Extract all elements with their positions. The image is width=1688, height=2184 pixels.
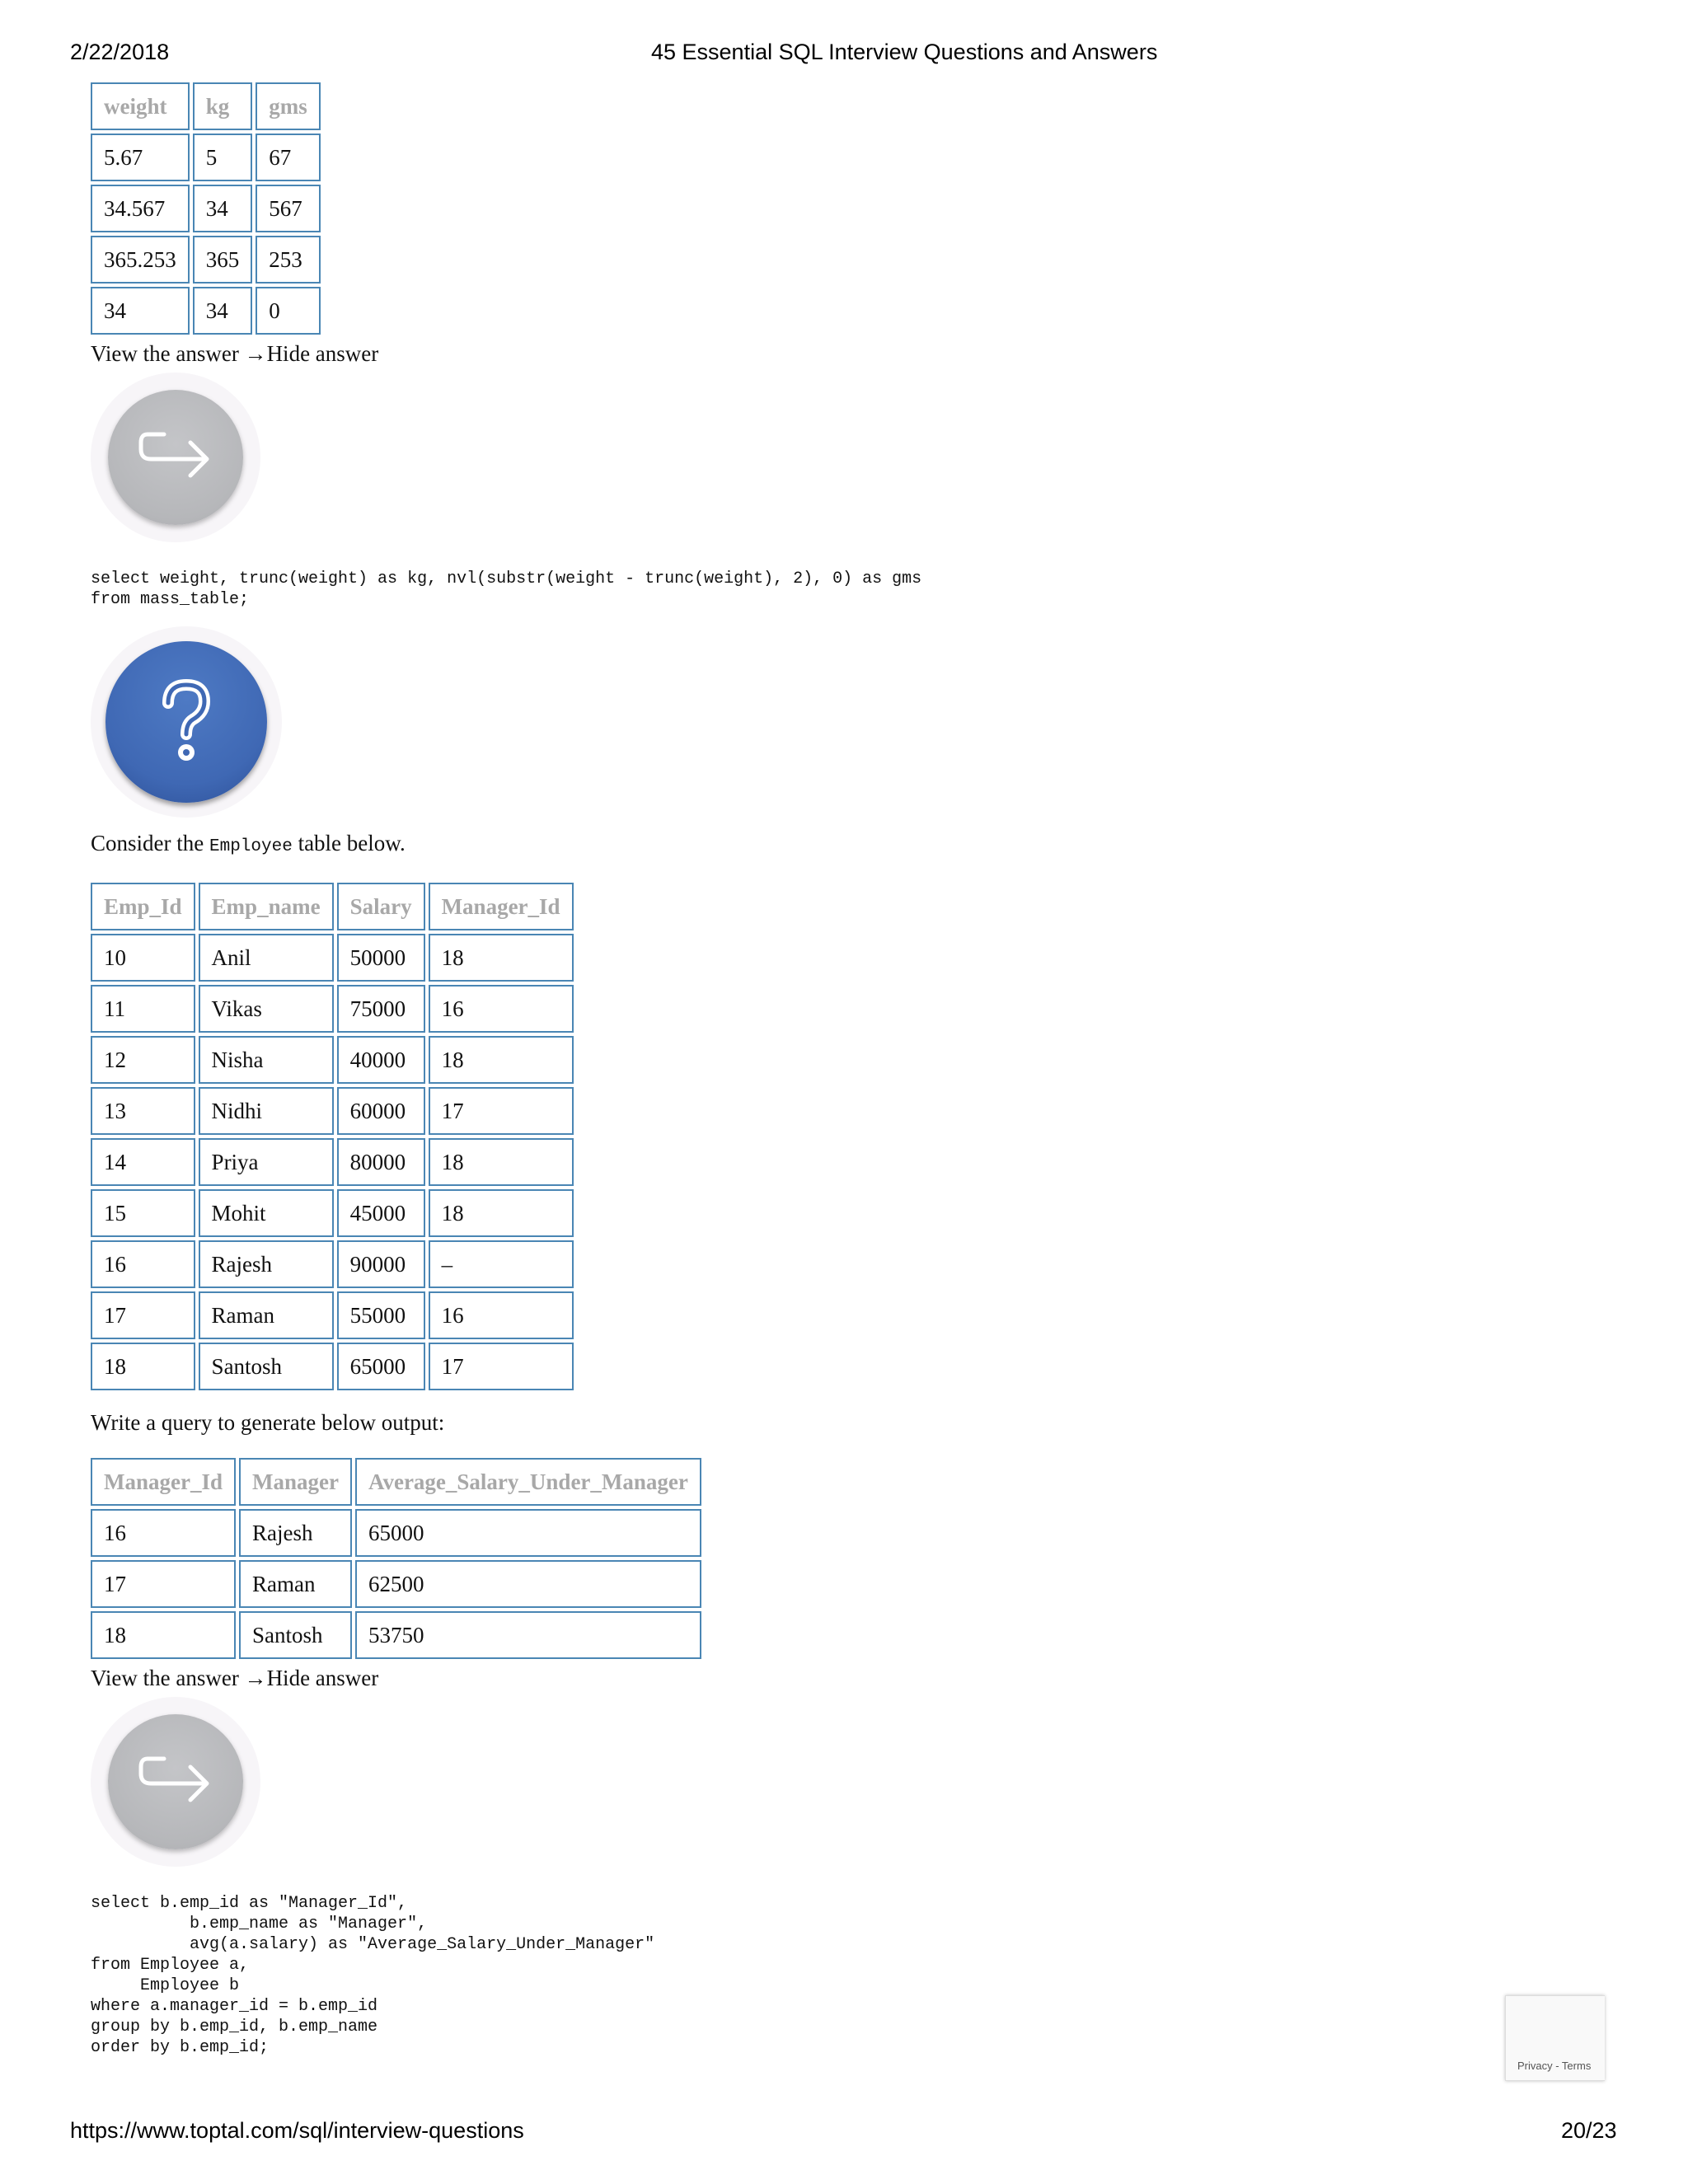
table-cell: Rajesh xyxy=(199,1240,334,1288)
view-answer-link-2[interactable]: View the answer → xyxy=(91,1666,267,1690)
table-cell: 11 xyxy=(91,985,195,1033)
table-cell: 10 xyxy=(91,934,195,982)
answer-toggle xyxy=(91,340,1574,368)
table-cell: 34 xyxy=(193,185,253,232)
table-cell: 60000 xyxy=(337,1087,425,1135)
reply-arrow-icon xyxy=(136,424,215,490)
table-cell: Nidhi xyxy=(199,1087,334,1135)
table-cell: 14 xyxy=(91,1138,195,1186)
table-cell: 75000 xyxy=(337,985,425,1033)
table-row xyxy=(91,185,321,232)
answer-toggle-2 xyxy=(91,1664,1574,1692)
column-header: Manager_Id xyxy=(91,1458,236,1506)
table-cell: 17 xyxy=(91,1291,195,1339)
table-cell: 365.253 xyxy=(91,236,190,284)
table-cell: 18 xyxy=(429,1138,574,1186)
table-cell: Raman xyxy=(239,1560,352,1608)
recaptcha-links[interactable]: Privacy - Terms xyxy=(1517,2060,1592,2072)
article-content xyxy=(91,79,1574,2058)
answer-code-2: select b.emp_id as "Manager_Id", b.emp_name as "Manager", avg(a.salary) as "Average_Salary_Under_Manager" from Employee a, Employee b where a.manager_id = b.emp_id group by b.emp_id, b.emp_name order by b.emp_id; xyxy=(91,1894,655,2057)
table-cell: 17 xyxy=(91,1560,236,1608)
page-footer-url: https://www.toptal.com/sql/interview-questions xyxy=(70,2118,524,2143)
table-cell: 65000 xyxy=(337,1343,425,1390)
table-row xyxy=(91,1291,574,1339)
table-cell: 18 xyxy=(429,1036,574,1084)
view-answer-link[interactable]: View the answer → xyxy=(91,341,267,366)
table-cell: 15 xyxy=(91,1189,195,1237)
table-cell: 16 xyxy=(429,1291,574,1339)
column-header: gms xyxy=(256,82,321,130)
table-cell: 253 xyxy=(256,236,321,284)
table-cell: Santosh xyxy=(199,1343,334,1390)
table-header-row xyxy=(91,82,321,130)
table-cell: Mohit xyxy=(199,1189,334,1237)
table-cell: 16 xyxy=(429,985,574,1033)
table-cell: Rajesh xyxy=(239,1509,352,1557)
table-cell: 16 xyxy=(91,1509,236,1557)
table-cell: 13 xyxy=(91,1087,195,1135)
question-badge xyxy=(106,641,267,803)
table-cell: 17 xyxy=(429,1087,574,1135)
table-header-row xyxy=(91,883,574,930)
table-cell: Raman xyxy=(199,1291,334,1339)
table-cell: 90000 xyxy=(337,1240,425,1288)
table-row xyxy=(91,1343,574,1390)
table-cell: 53750 xyxy=(355,1611,701,1659)
table-cell: 18 xyxy=(91,1611,236,1659)
page-header-title: 45 Essential SQL Interview Questions and Answers xyxy=(651,40,1158,64)
table-cell: 62500 xyxy=(355,1560,701,1608)
question-mark-icon xyxy=(153,677,219,767)
question-badge-wrap xyxy=(91,626,282,818)
table-cell: 34 xyxy=(193,287,253,335)
mass-table xyxy=(87,79,324,338)
table-row xyxy=(91,1611,701,1659)
table-cell: 34.567 xyxy=(91,185,190,232)
table-cell: 18 xyxy=(91,1343,195,1390)
table-cell: 18 xyxy=(429,934,574,982)
table-row xyxy=(91,134,321,181)
recaptcha-badge[interactable] xyxy=(1505,1995,1605,2081)
table-cell: Priya xyxy=(199,1138,334,1186)
column-header: Salary xyxy=(337,883,425,930)
table-cell: 55000 xyxy=(337,1291,425,1339)
table-cell: 45000 xyxy=(337,1189,425,1237)
column-header: weight xyxy=(91,82,190,130)
table-cell: 40000 xyxy=(337,1036,425,1084)
reply-arrow-icon xyxy=(136,1749,215,1815)
output-table xyxy=(87,1455,705,1662)
table-row xyxy=(91,1138,574,1186)
table-row xyxy=(91,236,321,284)
table-cell: – xyxy=(429,1240,574,1288)
table-cell: 50000 xyxy=(337,934,425,982)
table-cell: 80000 xyxy=(337,1138,425,1186)
table-cell: Nisha xyxy=(199,1036,334,1084)
column-header: Emp_Id xyxy=(91,883,195,930)
page-header-date: 2/22/2018 xyxy=(70,40,170,64)
answer-code-1: select weight, trunc(weight) as kg, nvl(substr(weight - trunc(weight), 2), 0) as gms from mass_table; xyxy=(91,569,922,609)
table-row xyxy=(91,1240,574,1288)
table-cell: 18 xyxy=(429,1189,574,1237)
table-row xyxy=(91,1560,701,1608)
column-header: Emp_name xyxy=(199,883,334,930)
table-cell: 12 xyxy=(91,1036,195,1084)
table-row xyxy=(91,1087,574,1135)
table-cell: 34 xyxy=(91,287,190,335)
table-cell: Anil xyxy=(199,934,334,982)
table-cell: 5.67 xyxy=(91,134,190,181)
question-2-intro xyxy=(91,829,1574,861)
inline-code-employee: Employee xyxy=(209,837,293,856)
intro-text: Consider the xyxy=(91,831,209,855)
table-row xyxy=(91,1189,574,1237)
table-row xyxy=(91,985,574,1033)
table-cell: 0 xyxy=(256,287,321,335)
table-cell: 567 xyxy=(256,185,321,232)
hide-answer-link-2[interactable]: Hide answer xyxy=(266,1666,379,1690)
table-row xyxy=(91,1509,701,1557)
page-footer-number: 20/23 xyxy=(1561,2118,1617,2143)
table-cell: 65000 xyxy=(355,1509,701,1557)
answer-toggle-button-2[interactable] xyxy=(108,1714,243,1849)
table-cell: 16 xyxy=(91,1240,195,1288)
hide-answer-link[interactable]: Hide answer xyxy=(266,341,379,366)
table-cell: 67 xyxy=(256,134,321,181)
column-header: Manager_Id xyxy=(429,883,574,930)
intro-text-end: table below. xyxy=(292,831,406,855)
question-2-prompt: Write a query to generate below output: xyxy=(91,1410,445,1435)
table-row xyxy=(91,934,574,982)
column-header: Average_Salary_Under_Manager xyxy=(355,1458,701,1506)
answer-toggle-button-wrap xyxy=(91,373,260,542)
answer-toggle-button-wrap-2 xyxy=(91,1697,260,1867)
table-cell: 365 xyxy=(193,236,253,284)
table-row xyxy=(91,287,321,335)
column-header: kg xyxy=(193,82,253,130)
table-cell: 5 xyxy=(193,134,253,181)
table-row xyxy=(91,1036,574,1084)
answer-toggle-button[interactable] xyxy=(108,390,243,525)
table-cell: Vikas xyxy=(199,985,334,1033)
employee-table xyxy=(87,879,577,1394)
table-cell: 17 xyxy=(429,1343,574,1390)
column-header: Manager xyxy=(239,1458,352,1506)
table-header-row xyxy=(91,1458,701,1506)
table-cell: Santosh xyxy=(239,1611,352,1659)
